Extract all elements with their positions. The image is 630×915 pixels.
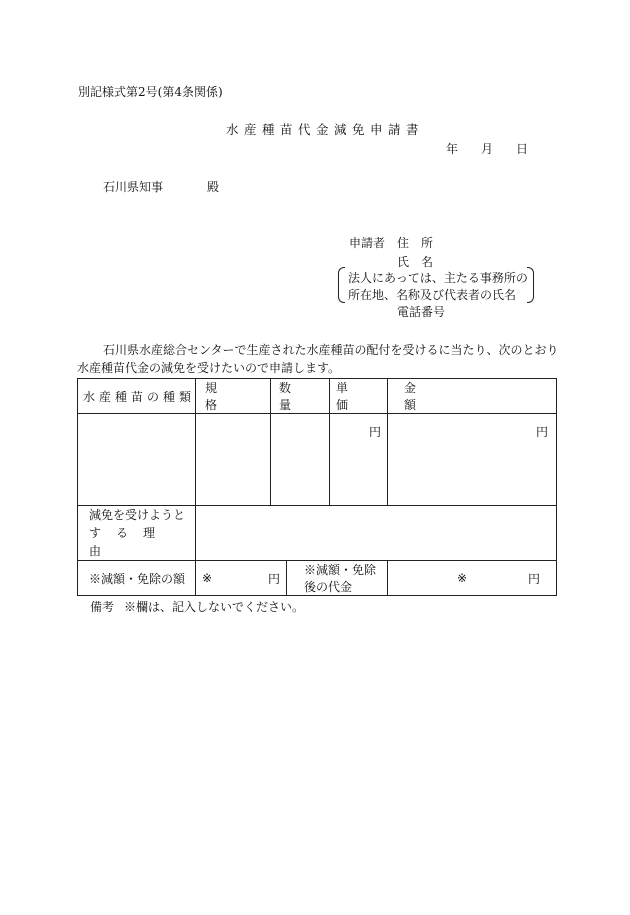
footnote-text: ※欄は、記入しないでください。 xyxy=(124,600,305,614)
unit-price-yen: 円 xyxy=(369,425,382,439)
after-label-cell xyxy=(287,561,388,596)
header-spec: 規格 xyxy=(205,381,252,412)
applicant-phone-label: 電話番号 xyxy=(397,305,446,319)
footnote-label: 備考 xyxy=(90,600,115,614)
header-quantity: 数量 xyxy=(279,381,315,412)
header-species-cell xyxy=(78,379,196,414)
header-unit-price: 単価 xyxy=(336,381,371,412)
form-number: 別記様式第2号(第4条関係) xyxy=(78,85,223,99)
application-table xyxy=(77,378,557,596)
header-species: 水産種苗の種類 xyxy=(83,389,196,404)
after-discount-label: ※減額・免除後の代金 xyxy=(304,563,377,594)
discount-input-cell[interactable] xyxy=(196,561,287,596)
bracket-right xyxy=(527,267,534,303)
quantity-input-cell[interactable] xyxy=(271,414,330,506)
date-year-label: 年 xyxy=(446,142,459,156)
applicant-name-label: 氏 名 xyxy=(397,255,434,269)
spec-input-cell[interactable] xyxy=(196,414,271,506)
after-mark: ※ xyxy=(457,571,468,585)
reason-label-cell xyxy=(78,506,196,561)
bracket-left xyxy=(338,267,345,303)
discount-label-cell xyxy=(78,561,196,596)
corporation-note-line2: 所在地、名称及び代表者の氏名 xyxy=(348,288,517,302)
header-unit-price-cell xyxy=(330,379,388,414)
addressee-name: 石川県知事 xyxy=(103,180,164,194)
body-text-line2: 水産種苗代金の減免を受けたいので申請します。 xyxy=(77,361,341,375)
header-amount: 金額 xyxy=(404,381,535,412)
amount-yen: 円 xyxy=(536,425,549,439)
form-title: 水産種苗代金減免申請書 xyxy=(226,122,425,137)
corporation-note-line1: 法人にあっては、主たる事務所の xyxy=(348,271,528,285)
amount-input-cell[interactable] xyxy=(388,414,557,506)
date-month-label: 月 xyxy=(481,142,494,156)
date-day-label: 日 xyxy=(516,142,529,156)
applicant-address-label: 住 所 xyxy=(397,236,434,250)
discount-mark: ※ xyxy=(202,571,213,585)
reason-label-line1: 減免を受けようと xyxy=(89,508,186,522)
applicant-label: 申請者 xyxy=(349,236,386,250)
addressee-honorific: 殿 xyxy=(207,180,220,194)
discount-yen: 円 xyxy=(267,571,280,586)
after-yen: 円 xyxy=(528,571,541,586)
header-spec-cell xyxy=(196,379,271,414)
discount-label: ※減額・免除の額 xyxy=(89,571,186,586)
header-quantity-cell xyxy=(271,379,330,414)
body-text-line1: 石川県水産総合センターで生産された水産種苗の配付を受けるに当たり、次のとおり xyxy=(103,343,559,357)
species-input-cell[interactable] xyxy=(78,414,196,506)
reason-input-cell[interactable] xyxy=(196,506,557,561)
unit-price-input-cell[interactable] xyxy=(330,414,388,506)
reason-label-line2: する理由 xyxy=(89,526,171,558)
header-amount-cell xyxy=(388,379,557,414)
after-input-cell[interactable] xyxy=(388,561,557,596)
